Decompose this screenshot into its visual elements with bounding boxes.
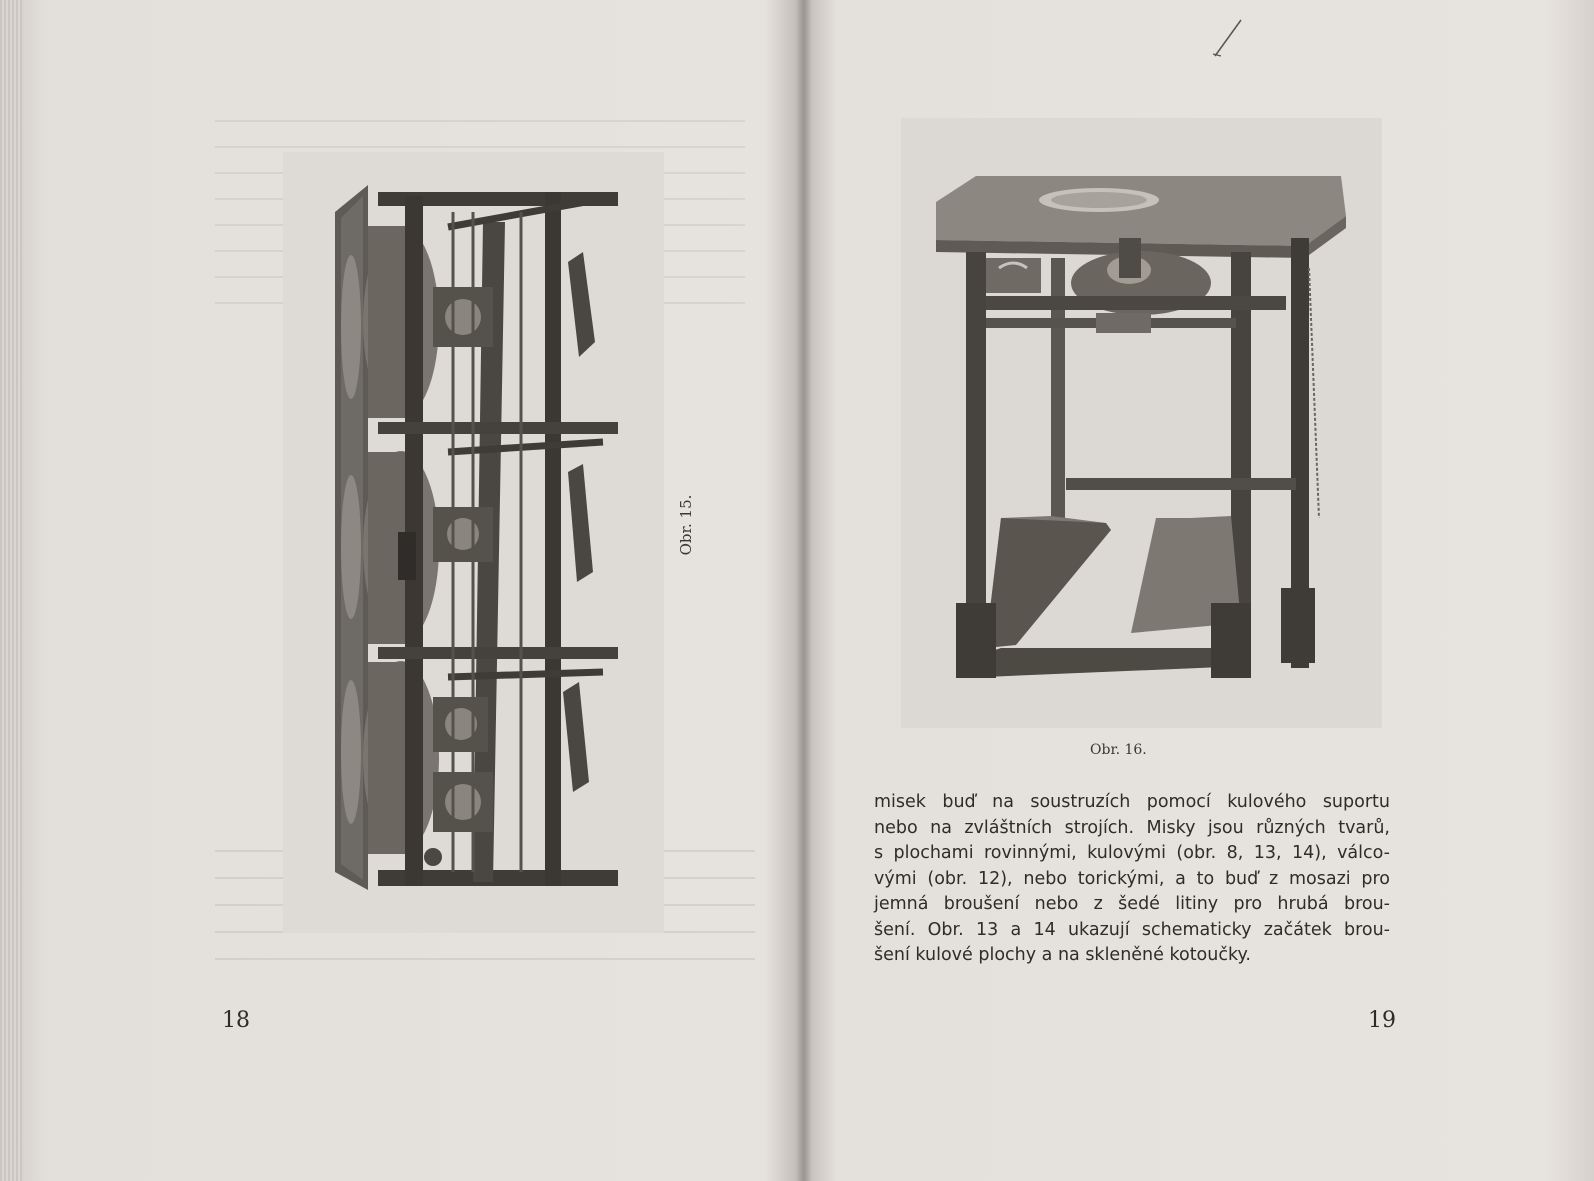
text-line: šení kulové plochy a na skleněné kotoučky. (874, 945, 1251, 965)
page-number-left: 18 (222, 1008, 250, 1033)
text-line: jemná broušení nebo z šedé litiny pro hrubá brou- (874, 894, 1390, 914)
text-line: s plochami rovinnými, kulovými (obr. 8, 13, 14), válco- (874, 843, 1390, 863)
figure-caption-text: Obr. 15. (677, 494, 695, 556)
body-paragraph (874, 790, 1390, 969)
page-edges (0, 0, 22, 1181)
text-line: šení. Obr. 13 a 14 ukazují schematicky začátek brou- (874, 919, 1390, 940)
figure-caption-16: Obr. 16. (1090, 742, 1147, 758)
machine-photo-fig15 (283, 152, 664, 933)
book-gutter (796, 0, 812, 1181)
grinding-table-illustration (901, 118, 1382, 728)
machine-photo-fig16 (901, 118, 1382, 728)
multi-spindle-grinder-illustration (283, 152, 664, 933)
text-line: nebo na zvláštních strojích. Misky jsou různých tvarů, (874, 817, 1390, 838)
text-line: misek buď na soustruzích pomocí kulového suportu (874, 792, 1390, 812)
pencil-mark (1205, 18, 1245, 58)
text-line: vými (obr. 12), nebo torickými, a to buď z mosazi pro (874, 868, 1390, 889)
page-number-right: 19 (1368, 1008, 1396, 1033)
